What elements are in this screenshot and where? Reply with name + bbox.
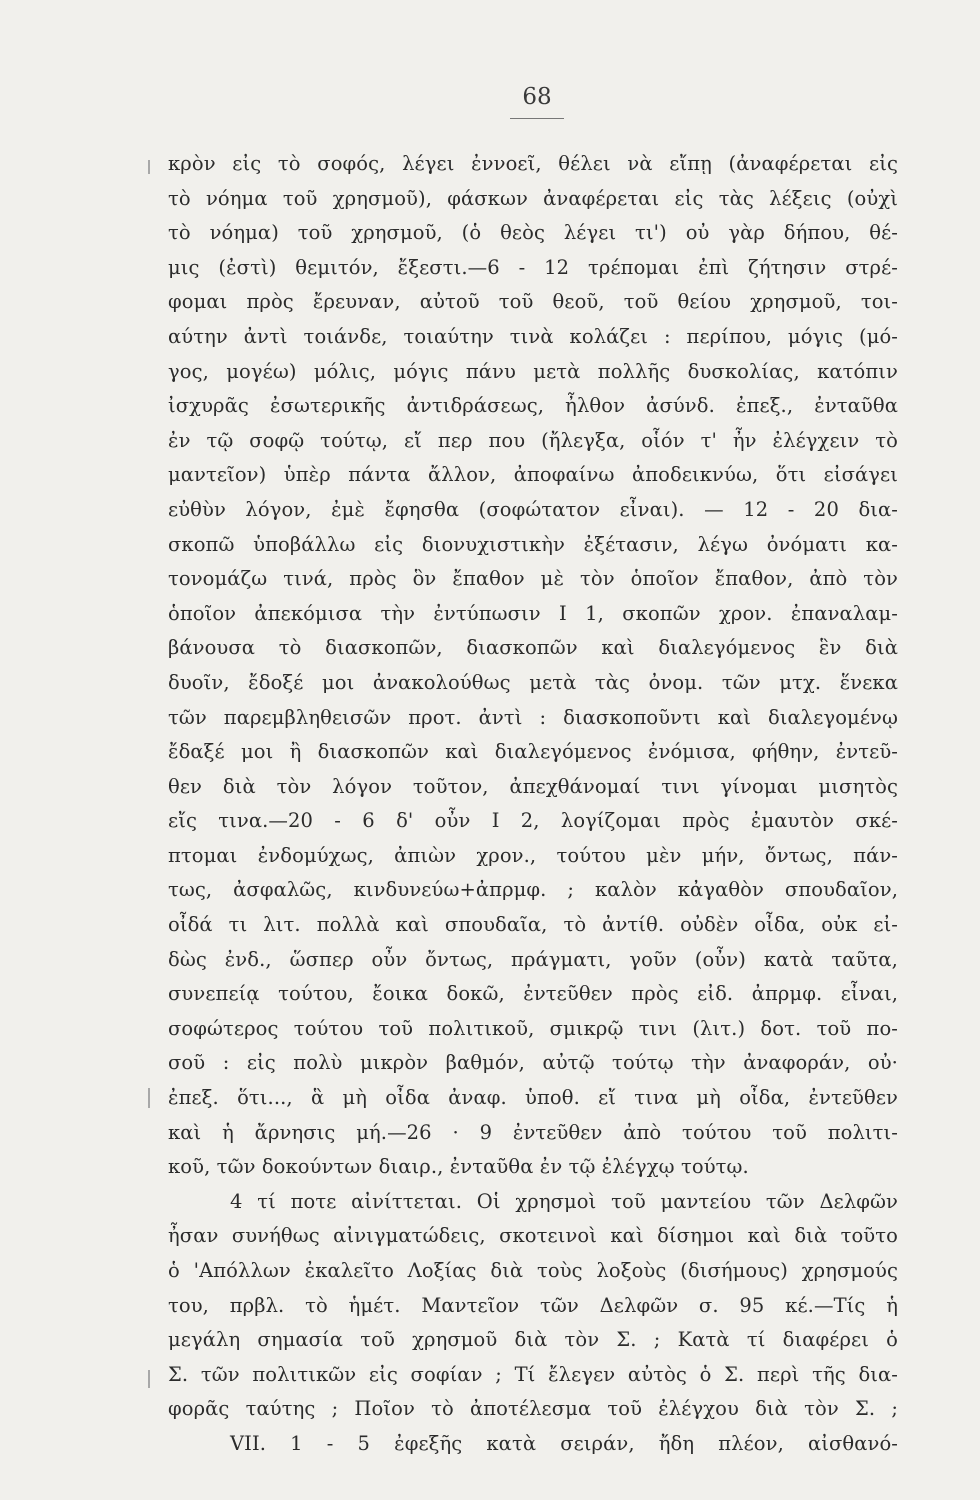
page-number-rule [510,118,564,119]
text-line: ἐν τῷ σοφῷ τούτῳ, εἴ περ που (ἤλεγξα, οἷόν τ' ἦν ἐλέγχειν τὸ [168,428,898,452]
text-line: ἦσαν συνήθως αἰνιγματώδεις, σκοτεινοὶ καὶ δίσημοι καὶ διὰ τοῦτο [168,1224,898,1248]
text-line: τονομάζω τινά, πρὸς ὃν ἔπαθον μὲ τὸν ὁποῖον ἔπαθον, ἀπὸ τὸν [168,567,898,591]
text-line: μεγάλη σημασία τοῦ χρησμοῦ διὰ τὸν Σ. ; Κατὰ τί διαφέρει ὁ [168,1328,898,1352]
text-line: οἶδά τι λιτ. πολλὰ καὶ σπουδαῖα, τὸ ἀντίθ. οὐδὲν οἶδα, οὐκ εἰ- [168,913,898,937]
text-line: VII. 1 - 5 ἐφεξῆς κατὰ σειράν, ἤδη πλέον, αἰσθανό- [230,1431,898,1455]
page-number: 68 [522,84,552,110]
text-line: σκοπῶ ὑποβάλλω εἰς διονυχιστικὴν ἐξέτασιν, λέγω ὀνόματι κα- [168,532,898,556]
text-line: τῶν παρεμβληθεισῶν προτ. ἀντὶ : διασκοποῦντι καὶ διαλεγομένῳ [168,705,898,729]
text-line: τὸ νόημα) τοῦ χρησμοῦ, (ὁ θεὸς λέγει τι') οὐ γὰρ δήπου, θέ- [168,221,898,245]
text-line: τως, ἀσφαλῶς, κινδυνεύω+ἀπρμφ. ; καλὸν κἀγαθὸν σπουδαῖον, [168,878,898,902]
text-line: εὐθὺν λόγον, ἐμὲ ἔφησθα (σοφώτατον εἶναι). — 12 - 20 δια- [168,497,898,521]
text-line: σοφώτερος τούτου τοῦ πολιτικοῦ, σμικρῷ τινι (λιτ.) δοτ. τοῦ πο- [168,1016,898,1040]
text-line: ἰσχυρᾶς ἐσωτερικῆς ἀντιδράσεως, ἦλθον ἀσύνδ. ἐπεξ., ἐνταῦθα [168,394,898,418]
text-line: σοῦ : εἰς πολὺ μικρὸν βαθμόν, αὐτῷ τούτῳ τὴν ἀναφοράν, οὐ· [168,1051,898,1075]
text-line: μις (ἐστὶ) θεμιτόν, ἔξεστι.—6 - 12 τρέπομαι ἐπὶ ζήτησιν στρέ- [168,255,898,279]
text-line: εἴς τινα.—20 - 6 δ' οὖν Ι 2, λογίζομαι πρὸς ἐμαυτὸν σκέ- [168,809,898,833]
text-line: μαντεῖον) ὑπὲρ πάντα ἄλλον, ἀποφαίνω ἀποδεικνύω, ὅτι εἰσάγει [168,463,898,487]
text-line: θεν διὰ τὸν λόγον τοῦτον, ἀπεχθάνομαί τινι γίνομαι μισητὸς [168,774,898,798]
text-line: ὁποῖον ἀπεκόμισα τὴν ἐντύπωσιν Ι 1, σκοπῶν χρον. ἐπαναλαμ- [168,601,898,625]
left-margin-mark [148,160,150,174]
text-line: φορᾶς ταύτης ; Ποῖον τὸ ἀποτέλεσμα τοῦ ἐλέγχου διὰ τὸν Σ. ; [168,1397,898,1421]
text-line: καὶ ἡ ἄρνησις μή.—26 · 9 ἐντεῦθεν ἀπὸ τούτου τοῦ πολιτι- [168,1120,898,1144]
left-margin-mark [148,1370,150,1388]
text-line: ἔδαξέ μοι ἢ διασκοπῶν καὶ διαλεγόμενος ἐνόμισα, φήθην, ἐντεῦ- [168,740,898,764]
text-line: Σ. τῶν πολιτικῶν εἰς σοφίαν ; Τί ἔλεγεν αὐτὸς ὁ Σ. περὶ τῆς δια- [168,1362,898,1386]
text-line: του, πρβλ. τὸ ἡμέτ. Μαντεῖον τῶν Δελφῶν σ. 95 κέ.—Τίς ἡ [168,1293,898,1317]
text-line: κρὸν εἰς τὸ σοφός, λέγει ἐννοεῖ, θέλει νὰ εἴπῃ (ἀναφέρεται εἰς [168,152,898,175]
commentary-text [168,147,898,1462]
text-line: δὼς ἐνδ., ὥσπερ οὖν ὄντως, πράγματι, γοῦν (οὖν) κατὰ ταῦτα, [168,947,898,971]
text-line: κοῦ, τῶν δοκούντων διαιρ., ἐνταῦθα ἐν τῷ ἐλέγχῳ τούτῳ. [168,1155,749,1179]
text-line: ὁ 'Απόλλων ἐκαλεῖτο Λοξίας διὰ τοὺς λοξοὺς (δισήμους) χρησμούς [168,1259,898,1282]
text-line: αύτην ἀντὶ τοιάνδε, τοιαύτην τινὰ κολάζει : περίπου, μόγις (μό- [168,324,898,348]
text-line: φομαι πρὸς ἔρευναν, αὐτοῦ τοῦ θεοῦ, τοῦ θείου χρησμοῦ, τοι- [168,290,898,314]
text-line: γος, μογέω) μόλις, μόγις πάνυ μετὰ πολλῆς δυσκολίας, κατόπιν [168,359,898,383]
text-line: συνεπείᾳ τούτου, ἔοικα δοκῶ, ἐντεῦθεν πρὸς εἰδ. ἀπρμφ. εἶναι, [168,982,898,1006]
left-margin-mark [148,1088,150,1108]
text-line: πτομαι ἐνδομύχως, ἀπιὼν χρον., τούτου μὲν μήν, ὄντως, πάν- [168,843,898,867]
text-line: βάνουσα τὸ διασκοπῶν, διασκοπῶν καὶ διαλεγόμενος ἓν διὰ [168,636,898,660]
text-line: τὸ νόημα τοῦ χρησμοῦ), φάσκων ἀναφέρεται εἰς τὰς λέξεις (οὐχὶ [168,186,898,210]
text-line: 4 τί ποτε αἰνίττεται. Οἱ χρησμοὶ τοῦ μαντείου τῶν Δελφῶν [230,1189,898,1213]
text-line: ἐπεξ. ὅτι..., ἃ μὴ οἶδα ἀναφ. ὑποθ. εἴ τινα μὴ οἶδα, ἐντεῦθεν [168,1086,898,1110]
text-line: δυοῖν, ἔδοξέ μοι ἀνακολούθως μετὰ τὰς ὀνομ. τῶν μτχ. ἕνεκα [168,670,898,694]
